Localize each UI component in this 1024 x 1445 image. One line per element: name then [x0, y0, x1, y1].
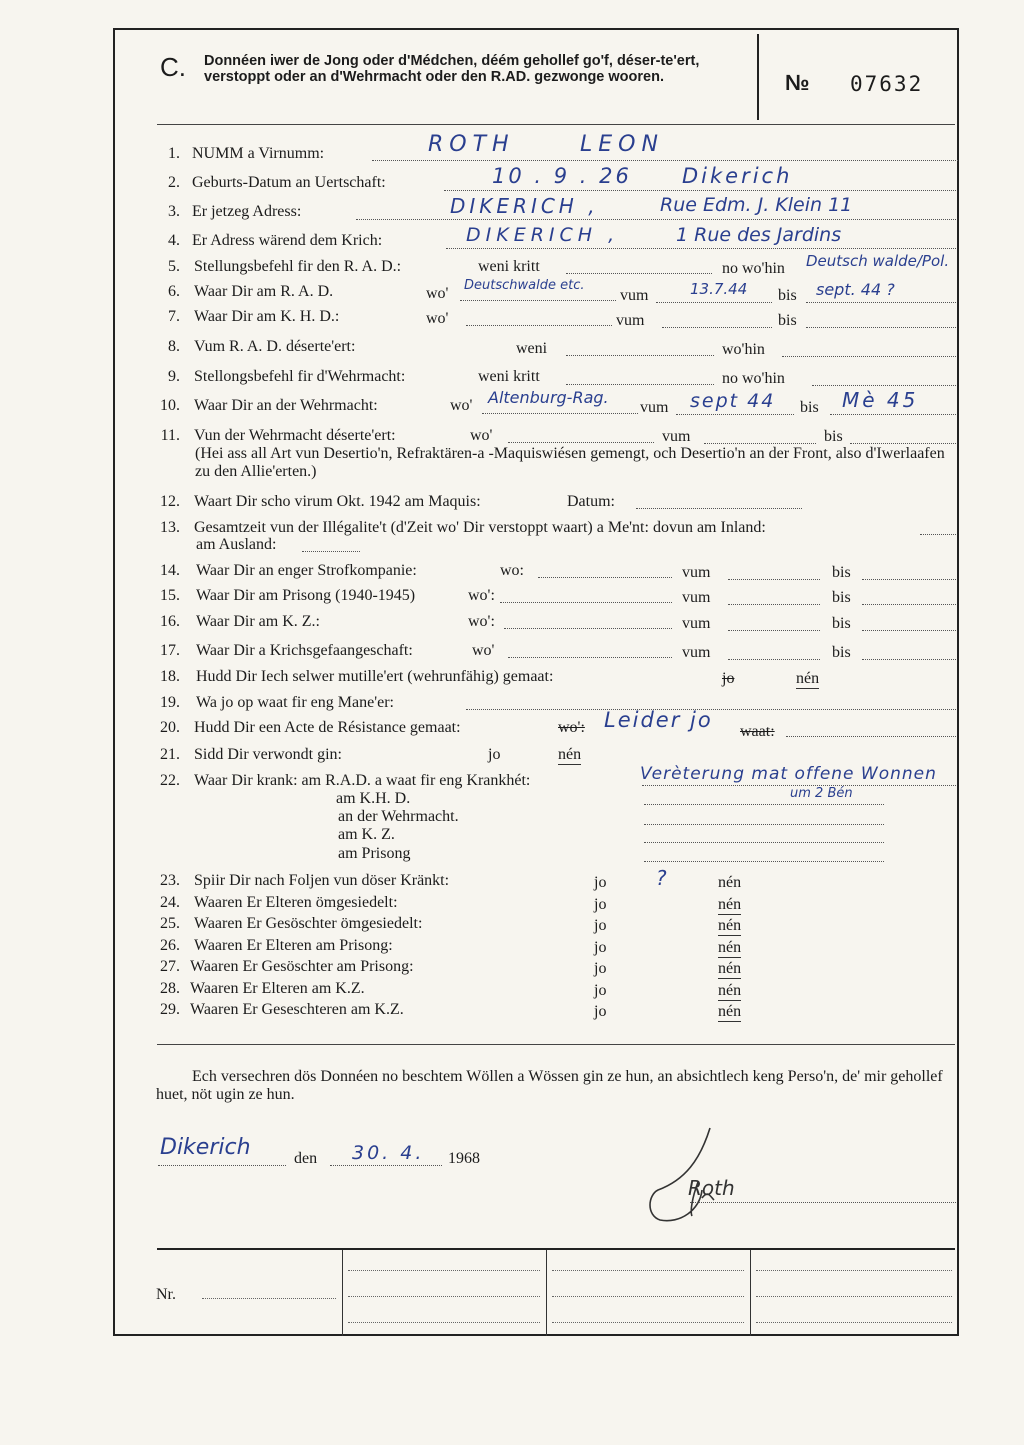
sickness-detail-value: um 2 Bén — [790, 786, 853, 801]
from-line — [728, 579, 820, 580]
rad-order-label: Stellungsbefehl fir den R. A. D.: — [194, 258, 402, 275]
until-line — [862, 630, 956, 631]
wehrmacht-from-value: sept 44 — [690, 390, 776, 412]
resistance-value: Leider jo — [604, 708, 713, 732]
section-letter: C. — [160, 52, 186, 82]
from-line — [728, 630, 820, 631]
where-line — [460, 300, 616, 301]
war-address-line — [446, 248, 956, 249]
birth-line — [444, 190, 956, 191]
row-number: 2. — [168, 174, 180, 191]
destination-line — [812, 385, 956, 386]
row-number: 16. — [160, 613, 180, 630]
wehrmacht-desert-label: Vun der Wehrmacht déserte'ert: — [194, 427, 396, 444]
where-label: wo': — [468, 587, 495, 604]
wounded-label: Sidd Dir verwondt gin: — [194, 746, 342, 763]
wehrmacht-where-value: Altenburg-Rag. — [488, 388, 609, 407]
row-number: 9. — [168, 368, 180, 385]
row-number: 14. — [160, 562, 180, 579]
no-option: nén — [558, 746, 582, 763]
no-option: nén — [718, 1003, 742, 1020]
until-line — [862, 579, 956, 580]
registry-divider — [750, 1250, 751, 1336]
siblings-prison-label: Waaren Er Gesöschter am Prisong: — [190, 958, 414, 975]
parents-kz-label: Waaren Er Elteren am K.Z. — [190, 980, 365, 997]
war-address-street-value: 1 Rue des Jardins — [676, 224, 842, 246]
until-line — [850, 443, 956, 444]
until-line — [862, 604, 956, 605]
what-line — [786, 736, 956, 737]
header-rule — [157, 124, 955, 125]
what-label: waat: — [740, 723, 775, 740]
where-line — [504, 628, 672, 629]
section-title: Donnéen iwer de Jong oder d'Médchen, déém gehollef go'f, déser-te'ert, verstoppt oder an d'Wehrmacht oder den R.AD. gezwonge wooren. — [204, 53, 700, 85]
place-value: Dikerich — [160, 1135, 251, 1160]
row-number: 1. — [168, 145, 180, 162]
siblings-kz-label: Waaren Er Geseschteren am K.Z. — [190, 1001, 404, 1018]
destination-line — [782, 356, 956, 357]
row-number: 20. — [160, 719, 180, 736]
from-label: vum — [682, 615, 711, 632]
row-number: 19. — [160, 694, 180, 711]
until-line — [862, 659, 956, 660]
rad-label: Waar Dir am R. A. D. — [194, 283, 334, 300]
no-option: nén — [718, 874, 742, 891]
where-line — [508, 442, 654, 443]
row-number: 13. — [160, 519, 180, 536]
received-label: weni kritt — [478, 258, 540, 275]
registry-line — [756, 1322, 952, 1323]
from-line — [704, 443, 816, 444]
registry-line — [552, 1296, 744, 1297]
sickness-value: Verèterung mat offene Wonnen — [640, 764, 937, 784]
firstname-value: LEON — [580, 132, 664, 157]
row-number: 23. — [160, 872, 180, 889]
nr-line — [202, 1298, 336, 1299]
from-label: vum — [682, 564, 711, 581]
row-number: 12. — [160, 493, 180, 510]
yes-option: jo — [594, 982, 607, 999]
registry-line — [756, 1296, 952, 1297]
where-label: wo' — [450, 397, 473, 414]
war-address-city-value: DIKERICH , — [466, 224, 620, 246]
row-number: 8. — [168, 338, 180, 355]
abroad-line — [302, 551, 360, 552]
where-line — [466, 325, 612, 326]
until-label: bis — [832, 644, 851, 661]
no-option: nén — [796, 670, 820, 687]
address-city-value: DIKERICH , — [450, 194, 599, 218]
place-line — [158, 1165, 286, 1166]
no-option: nén — [718, 896, 742, 913]
registry-line — [348, 1270, 540, 1271]
registry-line — [348, 1296, 540, 1297]
address-street-value: Rue Edm. J. Klein 11 — [660, 194, 853, 216]
penal-company-label: Waar Dir an enger Strofkompanie: — [196, 562, 417, 579]
row-number: 26. — [160, 937, 180, 954]
until-label: bis — [824, 428, 843, 445]
when-line — [566, 355, 714, 356]
kz-label: Waar Dir am K. Z.: — [196, 613, 320, 630]
den-label: den — [294, 1150, 318, 1167]
where-label: wo' — [470, 427, 493, 444]
manner-label: Wa jo op waat fir eng Mane'er: — [196, 694, 394, 711]
where-label: wo: — [500, 562, 524, 579]
row-number: 29. — [160, 1001, 180, 1018]
wehrmacht-order-label: Stellongsbefehl fir d'Wehrmacht: — [194, 368, 406, 385]
yes-option: jo — [594, 960, 607, 977]
yes-option: jo — [594, 896, 607, 913]
until-label: bis — [778, 287, 797, 304]
destination-label: no wo'hin — [722, 260, 785, 277]
row-number: 7. — [168, 308, 180, 325]
from-line — [656, 302, 772, 303]
from-line — [728, 659, 820, 660]
yes-option: jo — [594, 917, 607, 934]
where-line — [500, 602, 672, 603]
from-label: vum — [682, 589, 711, 606]
inland-line — [920, 534, 956, 535]
yes-option: jo — [594, 939, 607, 956]
received-line — [566, 273, 712, 274]
registry-box — [157, 1248, 955, 1340]
name-label: NUMM a Virnumm: — [192, 145, 325, 162]
prison-line — [644, 861, 884, 862]
resistance-label: Hudd Dir een Acte de Résistance gemaat: — [194, 719, 461, 736]
no-option: nén — [718, 960, 742, 977]
maquis-label: Waart Dir scho virum Okt. 1942 am Maquis: — [194, 493, 481, 510]
war-address-label: Er Adress wärend dem Krich: — [192, 232, 383, 249]
until-label: bis — [832, 589, 851, 606]
row-number: 21. — [160, 746, 180, 763]
siblings-resettled-label: Waaren Er Gesöschter ömgesiedelt: — [194, 915, 423, 932]
sickness-label: Waar Dir krank: am R.A.D. a waat fir eng Krankhét: — [194, 772, 531, 789]
wehrmacht-label: Waar Dir an der Wehrmacht: — [194, 397, 378, 414]
where-label: wo': — [558, 719, 585, 736]
birth-label: Geburts-Datum an Uertschaft: — [192, 174, 386, 191]
birth-date-value: 10 . 9 . 26 — [492, 164, 632, 188]
from-line — [728, 604, 820, 605]
kz-line — [644, 842, 884, 843]
received-label: weni kritt — [478, 368, 540, 385]
yes-option: jo — [488, 746, 501, 763]
registry-line — [348, 1322, 540, 1323]
consequences-label: Spiir Dir nach Foljen vun döser Kränkt: — [194, 872, 450, 889]
destination-label: wo'hin — [722, 341, 765, 358]
row-number: 6. — [168, 283, 180, 300]
row-number: 22. — [160, 772, 180, 789]
illegality-label: Gesamtzeit vun der Illégalite't (d'Zeit wo' Dir verstoppt waart) a Me'nt: dovun am Inland: — [194, 519, 766, 536]
footer-rule — [157, 1044, 955, 1045]
row-number: 3. — [168, 203, 180, 220]
where-label: wo' — [426, 310, 449, 327]
form-number: 07632 — [850, 72, 924, 96]
row-number: 24. — [160, 894, 180, 911]
khd-option: am K.H. D. — [336, 790, 411, 807]
row-number: 27. — [160, 958, 180, 975]
destination-label: no wo'hin — [722, 370, 785, 387]
row-number: 17. — [160, 642, 180, 659]
surname-value: ROTH — [428, 132, 515, 157]
row-number: 28. — [160, 980, 180, 997]
from-line — [676, 414, 794, 415]
row-number: 18. — [160, 668, 180, 685]
from-label: vum — [682, 644, 711, 661]
yes-option: jo — [594, 874, 607, 891]
where-label: wo': — [468, 613, 495, 630]
no-option: nén — [718, 917, 742, 934]
number-symbol: № — [785, 70, 810, 95]
row-number: 4. — [168, 232, 180, 249]
where-line — [482, 413, 638, 414]
rad-where-value: Deutschwalde etc. — [464, 278, 585, 293]
name-line — [372, 160, 958, 161]
kz-option: am K. Z. — [338, 826, 395, 843]
parents-prison-label: Waaren Er Elteren am Prisong: — [194, 937, 393, 954]
no-option: nén — [718, 939, 742, 956]
address-label: Er jetzeg Adress: — [192, 203, 302, 220]
where-line — [538, 577, 672, 578]
from-line — [662, 327, 772, 328]
registry-divider — [546, 1250, 547, 1336]
from-label: vum — [662, 428, 691, 445]
birth-place-value: Dikerich — [682, 164, 793, 188]
until-line — [806, 327, 956, 328]
year-label: 1968 — [448, 1150, 480, 1167]
yes-option: jo — [594, 1003, 607, 1020]
header-divider — [757, 34, 759, 120]
prison-label: Waar Dir am Prisong (1940-1945) — [196, 587, 416, 604]
registry-line — [552, 1270, 744, 1271]
when-label: weni — [516, 340, 548, 357]
until-label: bis — [778, 312, 797, 329]
date-value: 30. 4. — [352, 1142, 425, 1164]
pow-label: Waar Dir a Krichsgefaangeschaft: — [196, 642, 413, 659]
until-line — [830, 414, 956, 415]
row-number: 15. — [160, 587, 180, 604]
date-label: Datum: — [567, 493, 615, 510]
wehrmacht-option: an der Wehrmacht. — [338, 808, 459, 825]
date-line — [636, 508, 802, 509]
nr-label: Nr. — [156, 1286, 176, 1303]
parents-resettled-label: Waaren Er Elteren ömgesiedelt: — [194, 894, 398, 911]
rad-destination-value: Deutsch walde/Pol. — [806, 252, 950, 270]
received-line — [566, 384, 714, 385]
signature-line — [690, 1202, 956, 1203]
registry-line — [552, 1322, 744, 1323]
yes-option: jo — [722, 670, 735, 687]
row-number: 5. — [168, 258, 180, 275]
where-label: wo' — [472, 642, 495, 659]
date-line — [330, 1165, 442, 1166]
wehrmacht-line — [644, 824, 884, 825]
until-line — [806, 302, 956, 303]
row-number: 11. — [160, 427, 180, 444]
row-number: 25. — [160, 915, 180, 932]
no-option: nén — [718, 982, 742, 999]
self-mutilation-label: Hudd Dir Iech selwer mutille'ert (wehrunfähig) gemaat: — [196, 668, 554, 685]
where-label: wo' — [426, 285, 449, 302]
rad-desert-label: Vum R. A. D. déserte'ert: — [194, 338, 356, 355]
prison-option: am Prisong — [338, 845, 411, 862]
address-line — [356, 219, 956, 220]
until-label: bis — [832, 564, 851, 581]
from-label: vum — [640, 399, 669, 416]
signature-text: Roth — [688, 1176, 735, 1200]
rad-until-value: sept. 44 ? — [816, 280, 895, 299]
from-label: vum — [620, 287, 649, 304]
until-label: bis — [832, 615, 851, 632]
until-label: bis — [800, 399, 819, 416]
where-line — [508, 657, 672, 658]
khd-line — [644, 804, 884, 805]
declaration-text: Ech versechren dös Donnéen no beschtem Wöllen a Wössen gin ze hun, an absichtlech keng Perso'n, de' mir gehollef huet, nöt ugin ze hun. — [156, 1068, 943, 1103]
rad-from-value: 13.7.44 — [690, 280, 748, 298]
abroad-label: am Ausland: — [196, 536, 277, 553]
from-label: vum — [616, 312, 645, 329]
uncertain-mark: ? — [656, 866, 667, 890]
desertion-note: (Hei ass all Art vun Desertio'n, Refraktären-a -Maquiswiésen gemengt, och Desertio'n an der Front, also d'Iwerlaafen zu den Allie'erten.) — [195, 445, 945, 480]
registry-divider — [342, 1250, 343, 1336]
khd-label: Waar Dir am K. H. D.: — [194, 308, 340, 325]
row-number: 10. — [160, 397, 180, 414]
wehrmacht-until-value: Mè 45 — [842, 388, 919, 412]
registry-line — [756, 1270, 952, 1271]
